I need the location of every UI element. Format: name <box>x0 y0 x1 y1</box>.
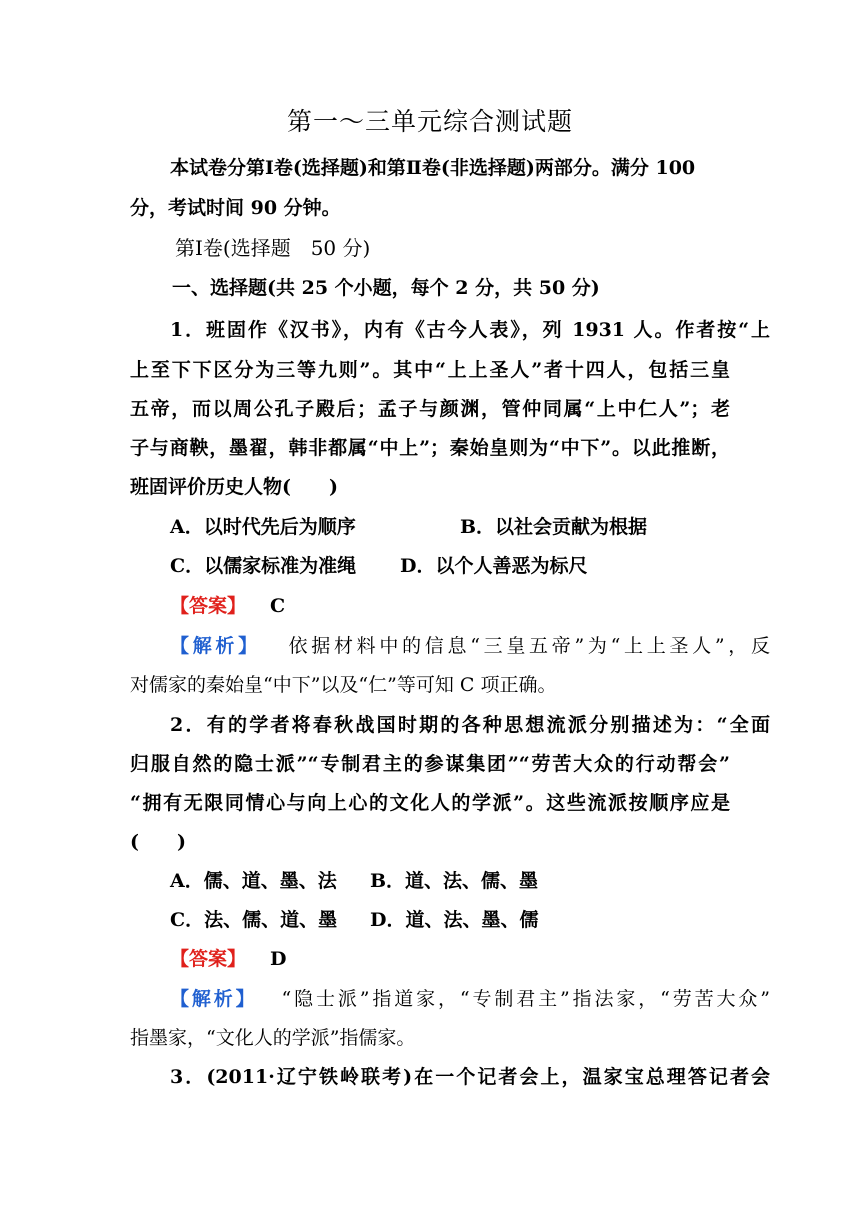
question-2-explanation-line-1 <box>130 980 770 1018</box>
question-2-options-row-1 <box>130 862 770 900</box>
part-heading: 一、选择题(共 25 个小题，每个 2 分，共 50 分) <box>172 277 600 299</box>
intro-text-line-1: 本试卷分第Ⅰ卷(选择题)和第Ⅱ卷(非选择题)两部分。满分 100 <box>170 157 696 179</box>
explanation-text: 依据材料中的信息“三皇五帝”为“上上圣人”，反 <box>284 635 770 657</box>
question-1-line-2: 上至下下区分为三等九则”。其中“上上圣人”者十四人，包括三皇 <box>130 359 730 381</box>
question-2-line-2: 归服自然的隐士派”“专制君主的参谋集团”“劳苦大众的行动帮会” <box>130 753 730 775</box>
question-1-line-5: 班固评价历史人物( ) <box>130 476 338 498</box>
question-1-options-row-2 <box>130 547 770 585</box>
question-1-explanation-line-1 <box>130 627 770 665</box>
section-label: 第Ⅰ卷(选择题 50 分) <box>175 236 371 260</box>
answer-value: D <box>270 948 287 970</box>
answer-value: C <box>270 595 286 617</box>
question-1-explanation-line-2: 对儒家的秦始皇“中下”以及“仁”等可知 C 项正确。 <box>130 674 557 696</box>
question-2-explanation-line-2: 指墨家，“文化人的学派”指儒家。 <box>130 1027 416 1049</box>
option-a: A．以时代先后为顺序 <box>170 516 356 538</box>
option-a: A．儒、道、墨、法 <box>170 870 337 892</box>
question-1-line-1: 1．班固作《汉书》，内有《古今人表》，列 1931 人。作者按“上 <box>170 319 770 341</box>
document-title: 第一～三单元综合测试题 <box>286 107 573 136</box>
question-2-line-1: 2．有的学者将春秋战国时期的各种思想流派分别描述为：“全面 <box>170 714 770 736</box>
explanation-text: “隐士派”指道家，“专制君主”指法家，“劳苦大众” <box>281 988 770 1010</box>
option-d: D．道、法、墨、儒 <box>370 909 539 931</box>
explanation-tag: 【解析】 <box>170 635 261 657</box>
option-c: C．法、儒、道、墨 <box>170 909 338 931</box>
intro-text-line-2: 分，考试时间 90 分钟。 <box>130 197 341 219</box>
question-1-line-3: 五帝，而以周公孔子殿后；孟子与颜渊，管仲同属“上中仁人”；老 <box>130 398 730 420</box>
question-2-line-3: “拥有无限同情心与向上心的文化人的学派”。这些流派按顺序应是 <box>130 792 730 814</box>
answer-tag: 【答案】 <box>170 948 247 970</box>
question-2-answer <box>130 940 770 978</box>
question-3-line-1: 3．(2011·辽宁铁岭联考)在一个记者会上，温家宝总理答记者会 <box>170 1066 770 1088</box>
option-b: B．以社会贡献为根据 <box>460 516 648 538</box>
answer-tag: 【答案】 <box>170 595 247 617</box>
option-d: D．以个人善恶为标尺 <box>400 555 588 577</box>
explanation-tag: 【解析】 <box>170 988 258 1010</box>
question-1-options-row-1 <box>130 508 770 546</box>
question-1-answer <box>130 587 770 625</box>
option-b: B．道、法、儒、墨 <box>370 870 539 892</box>
question-1-line-4: 子与商鞅，墨翟，韩非都属“中上”；秦始皇则为“中下”。以此推断， <box>130 437 730 459</box>
question-2-options-row-2 <box>130 901 770 939</box>
question-2-line-4: ( ) <box>130 831 186 853</box>
option-c: C．以儒家标准为准绳 <box>170 555 357 577</box>
